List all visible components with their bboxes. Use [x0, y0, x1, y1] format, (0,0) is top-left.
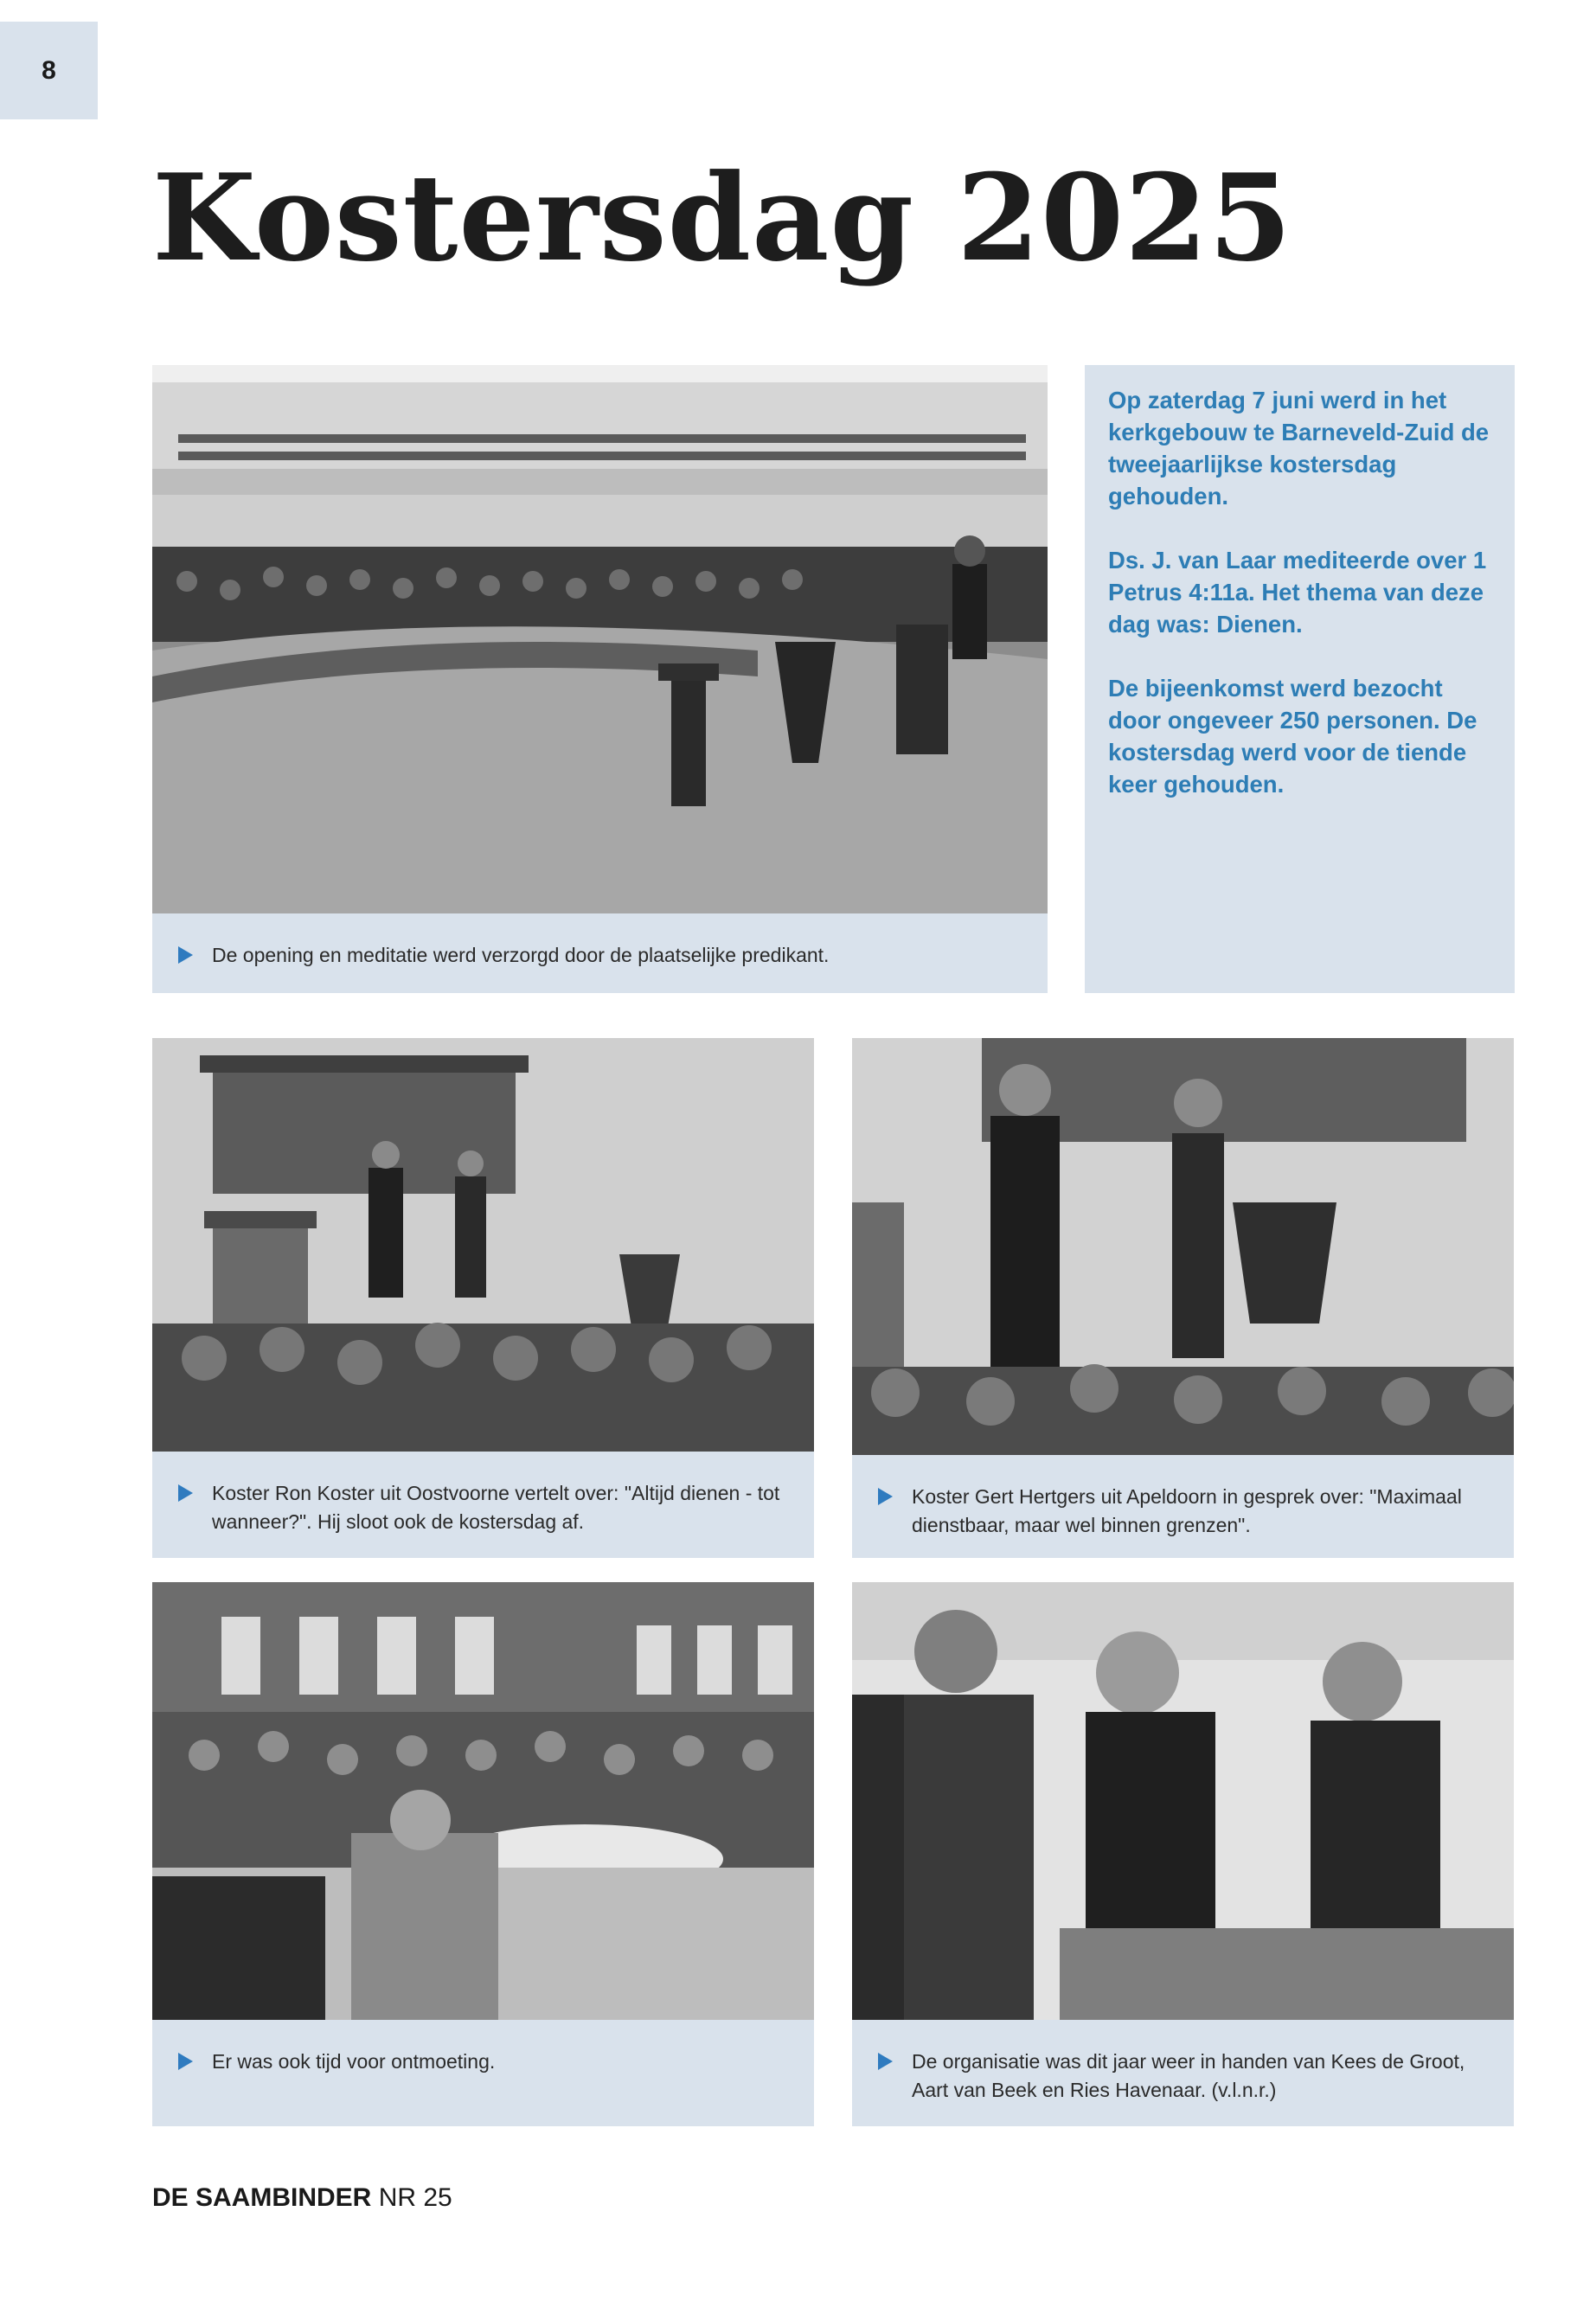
- intro-paragraph: Ds. J. van Laar mediteerde over 1 Petrus 4:11a. Het thema van deze dag was: Dienen.: [1108, 547, 1487, 638]
- caption-text: De organisatie was dit jaar weer in handen van Kees de Groot, Aart van Beek en Ries Havenaar. (v.l.n.r.): [912, 2050, 1465, 2101]
- footer-magazine-issue: [152, 2183, 452, 2213]
- caption-text: Er was ook tijd voor ontmoeting.: [212, 2050, 496, 2073]
- photo-church-opening: [152, 365, 1048, 913]
- caption-arrow-icon: [178, 1484, 193, 1502]
- meeting-hall-image: [152, 1582, 814, 2020]
- photo-ontmoeting: [152, 1582, 814, 2020]
- intro-paragraph: De bijeenkomst werd bezocht door ongeveer 250 personen. De kostersdag werd voor de tiende keer gehouden.: [1108, 675, 1477, 798]
- article-title: Kostersdag 2025: [152, 147, 1293, 288]
- intro-panel: [1085, 365, 1515, 993]
- page-number: 8: [42, 55, 56, 85]
- footer-issue-number: NR 25: [378, 2183, 452, 2212]
- organizers-image: [852, 1582, 1514, 2020]
- photo-gert-hertgers: [852, 1038, 1514, 1455]
- interview-image: [852, 1038, 1514, 1455]
- caption-text: Koster Ron Koster uit Oostvoorne vertelt over: "Altijd dienen - tot wanneer?". Hij sloot ook de kostersdag af.: [212, 1482, 780, 1533]
- caption-arrow-icon: [878, 2053, 893, 2070]
- church-interior-image: [152, 365, 1048, 913]
- caption-church-opening: [152, 913, 1048, 993]
- caption-arrow-icon: [178, 2053, 193, 2070]
- caption-ron-koster: [152, 1452, 814, 1558]
- caption-text: Koster Gert Hertgers uit Apeldoorn in gesprek over: "Maximaal dienstbaar, maar wel binnen grenzen".: [912, 1485, 1462, 1536]
- caption-gert-hertgers: [852, 1455, 1514, 1558]
- intro-paragraph: Op zaterdag 7 juni werd in het kerkgebouw te Barneveld-Zuid de tweejaarlijkse kostersdag gehouden.: [1108, 387, 1490, 510]
- photo-organisatie: [852, 1582, 1514, 2020]
- caption-text: De opening en meditatie werd verzorgd door de plaatselijke predikant.: [212, 944, 830, 966]
- photo-ron-koster: [152, 1038, 814, 1452]
- caption-arrow-icon: [178, 946, 193, 964]
- caption-arrow-icon: [878, 1488, 893, 1505]
- footer-magazine-name: DE SAAMBINDER: [152, 2183, 372, 2212]
- caption-organisatie: [852, 2020, 1514, 2126]
- page-number-tab: [0, 22, 98, 119]
- stage-speakers-image: [152, 1038, 814, 1452]
- caption-ontmoeting: [152, 2020, 814, 2126]
